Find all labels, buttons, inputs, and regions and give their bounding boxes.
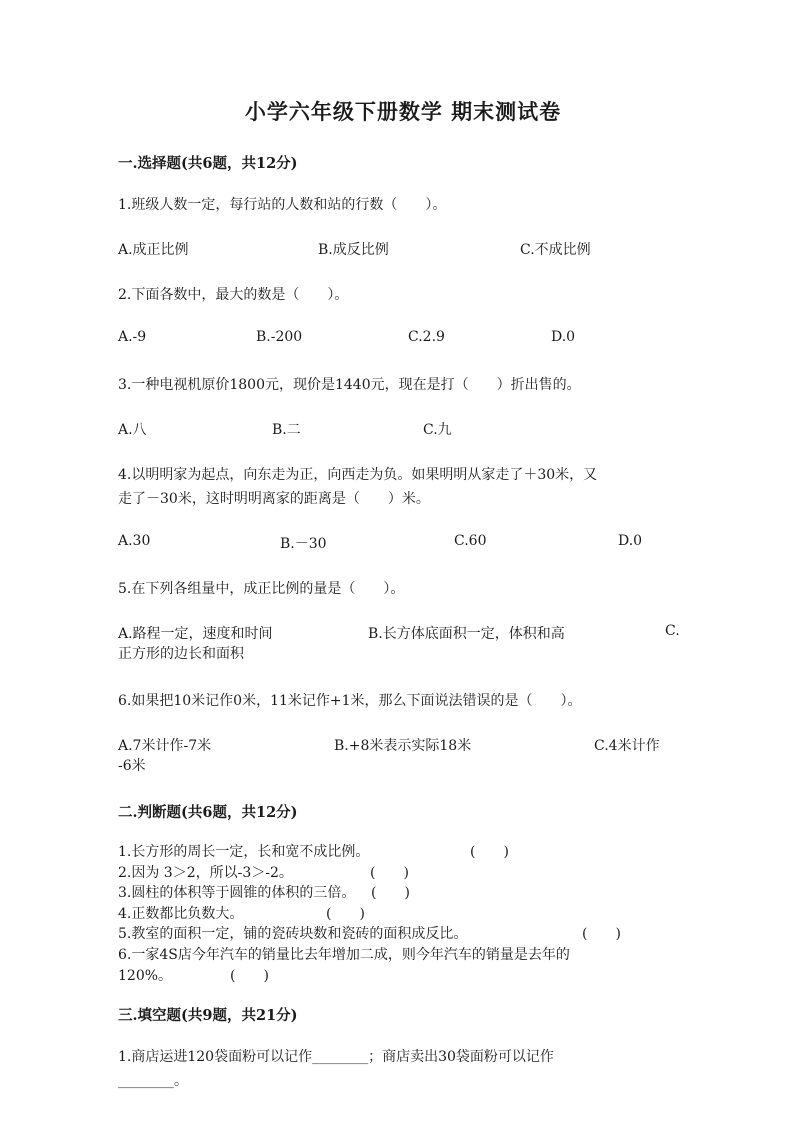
- judge-item-6: [118, 945, 688, 986]
- section-heading-judge: 二.判断题(共6题，共12分): [118, 804, 298, 821]
- fill-question-1-line-1: 1.商店运进120袋面粉可以记作________；商店卖出30袋面粉可以记作: [118, 1049, 554, 1066]
- judge-item-text: 5.教室的面积一定，铺的瓷砖块数和瓷砖的面积成反比。: [118, 926, 468, 943]
- options-q3: [118, 419, 688, 441]
- question-4: [118, 463, 688, 511]
- judge-list: [118, 842, 688, 986]
- option-c: C.: [665, 623, 680, 639]
- question-4-line-1: 4.以明明家为起点，向东走为正，向西走为负。如果明明从家走了＋30米，又: [118, 467, 598, 483]
- options-q6: [118, 735, 688, 779]
- option-b: B.+8米表示实际18米: [334, 738, 472, 754]
- option-b: B.长方体底面积一定，体积和高: [368, 626, 565, 642]
- question-2: 2.下面各数中，最大的数是（ ）。: [118, 287, 349, 303]
- judge-item-text: 2.因为 3＞2，所以-3＞-2。: [118, 864, 293, 881]
- judge-item-text: 1.长方形的周长一定，长和宽不成比例。: [118, 844, 370, 860]
- options-q1: [118, 239, 688, 261]
- question-3: 3.一种电视机原价1800元，现价是1440元，现在是打（ ）折出售的。: [118, 377, 581, 393]
- option-a: A.-9: [118, 329, 147, 345]
- judge-item-1: [118, 842, 688, 863]
- section-heading-choice: 一.选择题(共6题，共12分): [118, 155, 298, 172]
- option-b: B.二: [272, 422, 301, 438]
- option-b: B.-200: [256, 329, 303, 345]
- question-6: 6.如果把10米记作0米，11米记作+1米，那么下面说法错误的是（ ）。: [118, 693, 582, 709]
- section-heading-fill: 三.填空题(共9题，共21分): [118, 1007, 298, 1025]
- option-c: C.九: [423, 422, 452, 438]
- fill-question-1-line-2: ________。: [118, 1073, 188, 1090]
- option-b: B.－30: [280, 536, 327, 552]
- options-q4: [118, 533, 688, 555]
- question-5: 5.在下列各组量中，成正比例的量是（ ）。: [118, 581, 405, 597]
- judge-item-6-line-2: [118, 966, 688, 987]
- option-c: C.60: [454, 533, 487, 549]
- option-c: C.不成比例: [520, 242, 591, 258]
- judge-item-text: 3.圆柱的体积等于圆锥的体积的三倍。: [118, 885, 356, 902]
- option-b: B.成反比例: [318, 242, 389, 258]
- option-d: D.0: [618, 533, 643, 549]
- option-c-continued: 正方形的边长和面积: [118, 646, 244, 662]
- answer-parentheses: ( ): [326, 905, 365, 922]
- option-a: A.成正比例: [118, 242, 189, 258]
- answer-parentheses: ( ): [230, 967, 269, 984]
- answer-parentheses: ( ): [582, 926, 621, 943]
- option-d: D.0: [551, 329, 576, 345]
- exam-page: [118, 96, 688, 1093]
- option-a: A.路程一定，速度和时间: [118, 626, 273, 642]
- judge-item-3: [118, 883, 688, 904]
- judge-item-text: 4.正数都比负数大。: [118, 905, 244, 922]
- answer-parentheses: ( ): [371, 885, 410, 902]
- answer-parentheses: ( ): [370, 864, 409, 881]
- judge-item-text-continued: 120%。: [118, 967, 173, 984]
- option-c: C.4米计作: [594, 738, 660, 754]
- question-4-line-2: 走了－30米，这时明明离家的距离是（ ）米。: [118, 491, 430, 507]
- judge-item-text: 6.一家4S店今年汽车的销量比去年增加二成，则今年汽车的销量是去年的: [118, 946, 570, 963]
- fill-question-1: [118, 1045, 688, 1093]
- judge-item-4: [118, 904, 688, 925]
- page-title: 小学六年级下册数学 期末测试卷: [244, 99, 562, 124]
- options-q5: [118, 623, 688, 667]
- option-a: A.7米计作-7米: [118, 738, 212, 754]
- options-q2: [118, 329, 688, 351]
- option-a: A.30: [118, 533, 151, 549]
- answer-parentheses: ( ): [470, 844, 509, 860]
- option-a: A.八: [118, 422, 147, 438]
- question-1: 1.班级人数一定，每行站的人数和站的行数（ ）。: [118, 197, 447, 213]
- option-c: C.2.9: [408, 329, 445, 345]
- judge-item-5: [118, 924, 688, 945]
- option-c-continued: -6米: [118, 758, 146, 774]
- judge-item-2: [118, 863, 688, 884]
